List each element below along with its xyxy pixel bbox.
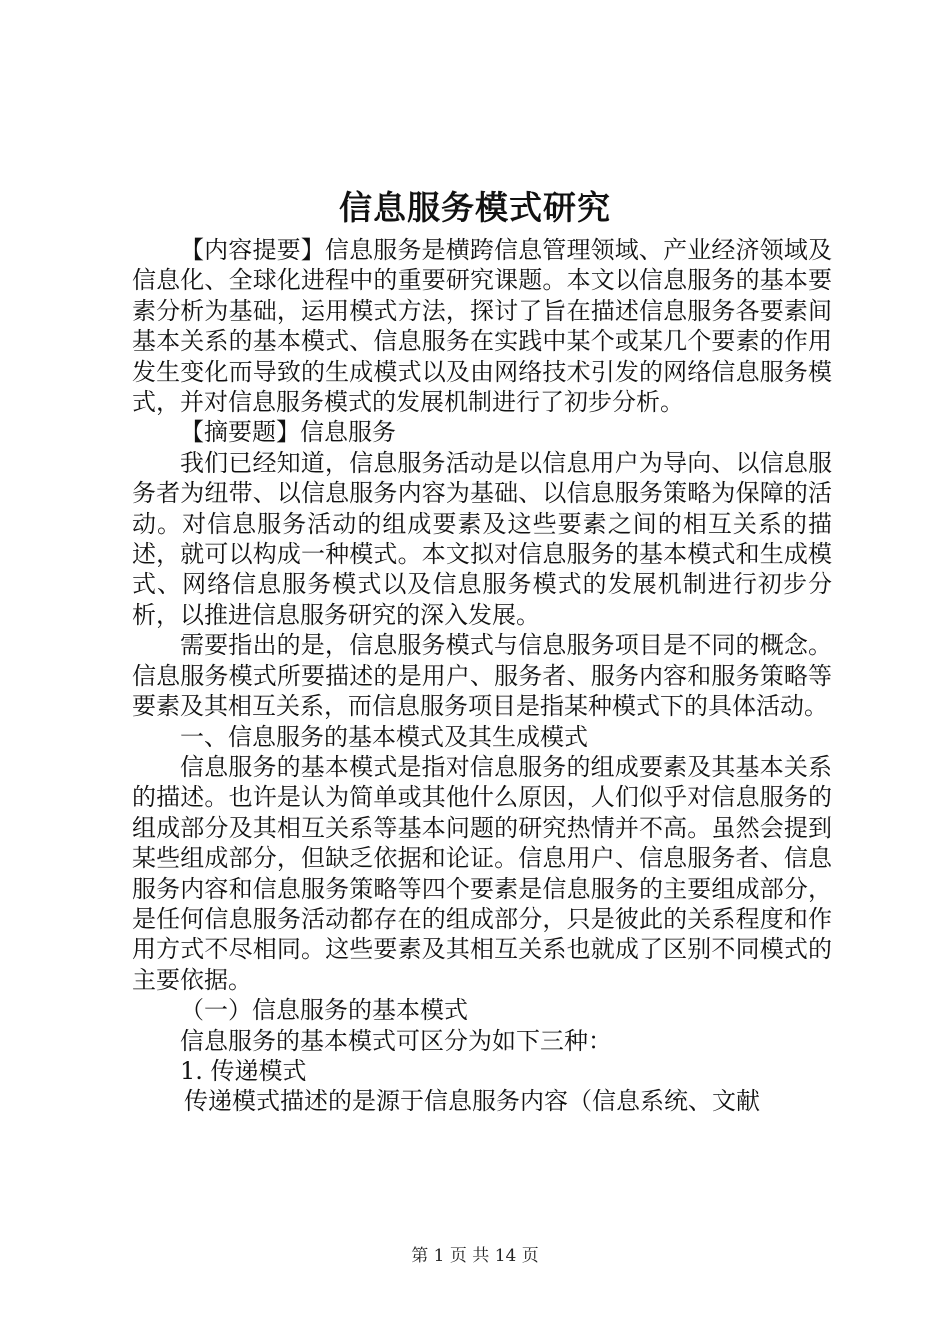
document-title: 信息服务模式研究 [339,188,611,227]
section-heading: 一、信息服务的基本模式及其生成模式 [180,722,588,751]
body-paragraph: 传递模式描述的是源于信息服务内容（信息系统、文献 [184,1087,760,1116]
abstract-paragraph: 【内容提要】信息服务是横跨信息管理领域、产业经济领域及信息化、全球化进程中的重要研究课题。本文以信息服务的基本要素分析为基础，运用模式方法，探讨了旨在描述信息服务各要素间基本关系的基本模式、信息服务在实践中某个或某几个要素的作用发生变化而导致的生成模式以及由网络技术引发的网络信息服务模式，并对信息服务模式的发展机制进行了初步分析。 [132,236,832,417]
numbered-heading: 1. 传递模式 [180,1056,307,1085]
body-paragraph: 信息服务的基本模式是指对信息服务的组成要素及其基本关系的描述。也许是认为简单或其他什么原因，人们似乎对信息服务的组成部分及其相互关系等基本问题的研究热情并不高。虽然会提到某些组成部分，但缺乏依据和论证。信息用户、信息服务者、信息服务内容和信息服务策略等四个要素是信息服务的主要组成部分，是任何信息服务活动都存在的组成部分，只是彼此的关系程度和作用方式不尽相同。这些要素及其相互关系也就成了区别不同模式的主要依据。 [132,752,832,994]
page-footer: 第 1 页 共 14 页 [411,1246,539,1266]
keywords-paragraph: 【摘要题】信息服务 [180,418,396,447]
document-body [132,235,832,1117]
body-paragraph: 我们已经知道，信息服务活动是以信息用户为导向、以信息服务者为纽带、以信息服务内容为基础、以信息服务策略为保障的活动。对信息服务活动的组成要素及这些要素之间的相互关系的描述，就可以构成一种模式。本文拟对信息服务的基本模式和生成模式、网络信息服务模式以及信息服务模式的发展机制进行初步分析，以推进信息服务研究的深入发展。 [132,448,832,629]
body-paragraph: 信息服务的基本模式可区分为如下三种： [180,1026,612,1055]
body-paragraph: 需要指出的是，信息服务模式与信息服务项目是不同的概念。信息服务模式所要描述的是用户、服务者、服务内容和服务策略等要素及其相互关系，而信息服务项目是指某种模式下的具体活动。 [132,631,832,721]
subsection-heading: （一）信息服务的基本模式 [180,996,468,1025]
